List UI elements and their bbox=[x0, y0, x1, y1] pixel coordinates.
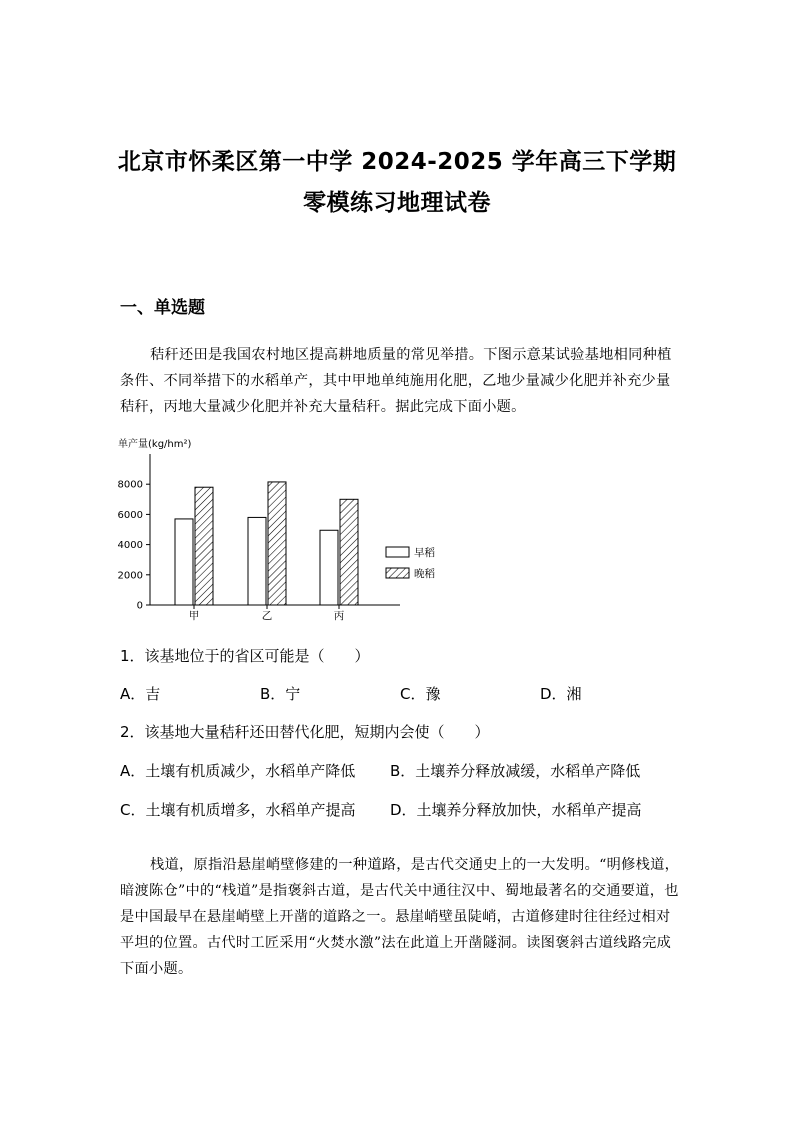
q2-option-b[interactable]: B．土壤养分释放减缓，水稻单产降低 bbox=[390, 762, 641, 780]
q1-option-a[interactable]: A．吉 bbox=[120, 685, 161, 703]
legend-swatch bbox=[386, 547, 409, 557]
y-tick-label: 2000 bbox=[117, 570, 143, 582]
y-tick-label: 6000 bbox=[117, 509, 143, 521]
y-tick-label: 8000 bbox=[117, 479, 143, 491]
passage-straw-return: 秸秆还田是我国农村地区提高耕地质量的常见举措。下图示意某试验基地相同种植条件、不同举措下的水稻单产，其中甲地单纯施用化肥，乙地少量减少化肥并补充少量秸秆，丙地大量减少化肥并补充大量秸秆。据此完成下面小题。 bbox=[120, 347, 672, 415]
passage-plank-road: 栈道，原指沿悬崖峭壁修建的一种道路，是古代交通史上的一大发明。“明修栈道，暗渡陈仓”中的“栈道”是指褒斜古道，是古代关中通往汉中、蜀地最著名的交通要道，也是中国最早在悬崖峭壁上开凿的道路之一。悬崖峭壁虽陡峭，古道修建时往往经过相对平坦的位置。古代时工匠采用“火焚水激”法在此道上开凿隧洞。读图褒斜古道线路完成下面小题。 bbox=[120, 857, 680, 977]
bar-early-rice bbox=[175, 519, 193, 605]
rice-yield-chart bbox=[110, 432, 460, 627]
q1-option-d[interactable]: D．湘 bbox=[540, 685, 582, 703]
x-tick-label: 甲 bbox=[188, 610, 200, 622]
y-tick-label: 0 bbox=[136, 600, 143, 612]
exam-title-line2: 零模练习地理试卷 bbox=[303, 190, 491, 216]
legend-label: 早稻 bbox=[414, 547, 435, 559]
legend-swatch bbox=[386, 568, 409, 578]
q1-option-c[interactable]: C．豫 bbox=[400, 685, 441, 703]
section-heading: 一、单选题 bbox=[120, 298, 205, 318]
q2-option-c[interactable]: C．土壤有机质增多，水稻单产提高 bbox=[120, 801, 356, 819]
bar-early-rice bbox=[248, 517, 266, 605]
bar-late-rice bbox=[268, 482, 286, 605]
y-axis-label: 单产量(kg/hm²) bbox=[118, 439, 192, 450]
q1-option-b[interactable]: B．宁 bbox=[260, 685, 301, 703]
exam-title-line1: 北京市怀柔区第一中学 2024-2025 学年高三下学期 bbox=[117, 149, 677, 175]
bar-late-rice bbox=[195, 487, 213, 605]
q2-option-d[interactable]: D．土壤养分释放加快，水稻单产提高 bbox=[390, 801, 642, 819]
x-tick-label: 乙 bbox=[261, 610, 273, 622]
legend-label: 晚稻 bbox=[414, 568, 435, 580]
y-tick-label: 4000 bbox=[117, 540, 143, 552]
q2-option-a[interactable]: A．土壤有机质减少，水稻单产降低 bbox=[120, 762, 356, 780]
bar-early-rice bbox=[320, 530, 338, 605]
question-1-stem: 1．该基地位于的省区可能是（ ） bbox=[120, 647, 370, 665]
x-tick-label: 丙 bbox=[333, 610, 345, 622]
question-2-stem: 2．该基地大量秸秆还田替代化肥，短期内会使（ ） bbox=[120, 723, 490, 741]
bar-late-rice bbox=[340, 499, 358, 605]
